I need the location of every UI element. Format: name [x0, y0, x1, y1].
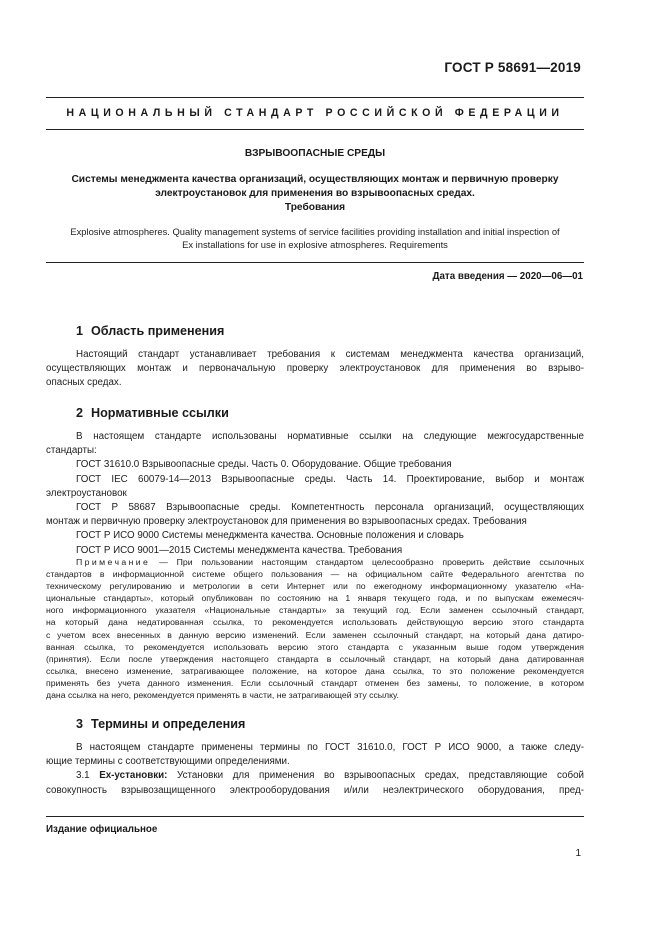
note-line: циональные стандарты», который опубликован по состоянию на 1 января текущего года, и по выпускам ежемесяч- — [46, 593, 584, 604]
reference-item: ГОСТ IEC 60079-14—2013 Взрывоопасные среды. Часть 14. Проектирование, выбор и монтаж — [76, 473, 584, 485]
top-rule — [46, 97, 584, 98]
note-line: ссылка, внесено изменение, затрагивающее положение, на которое дана ссылка, то это положение рекомендуется — [46, 665, 584, 676]
english-title — [46, 225, 584, 251]
term-line — [46, 769, 584, 783]
document-title: ВЗРЫВООПАСНЫЕ СРЕДЫ — [244, 148, 386, 159]
text-line: осуществляющих монтаж и первоначальную проверку электроустановок для применения во взрыво- — [46, 363, 584, 375]
note-line — [46, 556, 584, 568]
section-number: 3 — [76, 717, 84, 731]
note-text: — При пользовании настоящим стандартом целесообразно проверить действие ссылочных — [150, 557, 584, 567]
date-rule — [46, 262, 584, 263]
term-number: 3.1 — [76, 770, 90, 782]
text-line: Настоящий стандарт устанавливает требования к системам менеджмента качества организаций, — [76, 349, 584, 360]
reference-item: ГОСТ Р ИСО 9000 Системы менеджмента качества. Основные положения и словарь — [76, 530, 464, 542]
reference-item-cont: монтаж и первичную проверку электроустановок для применения во взрывоопасных средах. Требования — [46, 516, 527, 528]
note-line: техническому регулированию и метрологии в сети Интернет или по ежегодному информационному указателю «На- — [46, 581, 584, 592]
document-subtitle — [60, 173, 570, 215]
official-edition-label: Издание официальное — [46, 824, 158, 835]
note-line: дана ссылка на него, рекомендуется применять в части, не затрагивающей эту ссылку. — [46, 690, 399, 701]
term-definition: Установки для применения во взрывоопасных средах, представляющие собой — [167, 770, 584, 782]
page-number: 1 — [575, 848, 581, 859]
note-line: стандартов в информационной системе общего пользования — на официальном сайте Федерального агентства по — [46, 569, 584, 580]
note-label: Примечание — [76, 557, 151, 567]
note-line: на который дана недатированная ссылка, то рекомендуется использовать действующую версию этого стандарта — [46, 617, 584, 628]
reference-item: ГОСТ 31610.0 Взрывоопасные среды. Часть 0. Оборудование. Общие требования — [76, 459, 452, 471]
section-2-heading — [76, 406, 229, 420]
text-line: стандарты: — [46, 445, 97, 457]
subtitle-line: электроустановок для применения во взрывоопасных средах. — [155, 188, 475, 199]
text-line: В настоящем стандарте использованы нормативные ссылки на следующие межгосударственные — [76, 431, 584, 442]
reference-item: ГОСТ Р 58687 Взрывоопасные среды. Компетентность персонала организаций, осуществляющих — [76, 502, 584, 514]
introduction-date: Дата введения — 2020—06—01 — [432, 271, 583, 282]
section-1-heading — [76, 324, 224, 338]
section-title: Термины и определения — [91, 717, 246, 731]
reference-item: ГОСТ Р ИСО 9001—2015 Системы менеджмента качества. Требования — [76, 544, 403, 556]
text-line: ющие термины с соответствующими определениями. — [46, 756, 290, 768]
section-number: 2 — [76, 406, 84, 420]
text-line: опасных средах. — [46, 377, 122, 389]
reference-item-cont: электроустановок — [46, 487, 127, 499]
section-1-text — [46, 348, 584, 391]
text-line: совокупность взрывозащищенного электрооборудования и/или неэлектрического оборудования, пред- — [46, 784, 584, 796]
section-3-text — [46, 741, 584, 798]
note-line: ного информационного указателя «Национальные стандарты» за текущий год. Если заменен ссылочный стандарт, — [46, 605, 584, 616]
standard-number: ГОСТ Р 58691—2019 — [444, 60, 581, 75]
section-number: 1 — [76, 324, 84, 338]
footer-rule — [46, 816, 584, 817]
section-title: Нормативные ссылки — [91, 406, 229, 420]
note-line: (принятия). Если после утверждения настоящего стандарта в ссылочный стандарт, на который дана датированная — [46, 653, 584, 664]
text-line: В настоящем стандарте применены термины по ГОСТ 31610.0, ГОСТ Р ИСО 9000, а также следу- — [76, 742, 584, 753]
section-3-heading — [76, 717, 245, 731]
note-line: ванная ссылка, то рекомендуется использовать версию этого стандарта с указанным выше годом утверждения — [46, 641, 584, 652]
subtitle-line: Системы менеджмента качества организаций, осуществляющих монтаж и первичную проверку — [71, 174, 559, 185]
section-2-text — [46, 430, 584, 558]
note-line: с учетом всех внесенных в данную версию изменений. Если заменен ссылочный стандарт, на который дана датиро- — [46, 629, 584, 640]
english-title-line: Ex installations for use in explosive atmospheres. Requirements — [182, 239, 448, 250]
section-title: Область применения — [91, 324, 225, 338]
term-name: Ex-установки: — [99, 770, 168, 782]
heading-rule — [46, 129, 584, 130]
subtitle-line: Требования — [284, 202, 346, 213]
national-standard-heading: НАЦИОНАЛЬНЫЙ СТАНДАРТ РОССИЙСКОЙ ФЕДЕРАЦИИ — [66, 107, 564, 119]
note-block — [46, 556, 584, 701]
english-title-line: Explosive atmospheres. Quality management systems of service facilities providing installation and initial inspection of — [70, 226, 560, 237]
note-line: применять без учета данного изменения. Если ссылочный стандарт отменен без замены, то положение, в котором — [46, 677, 584, 688]
